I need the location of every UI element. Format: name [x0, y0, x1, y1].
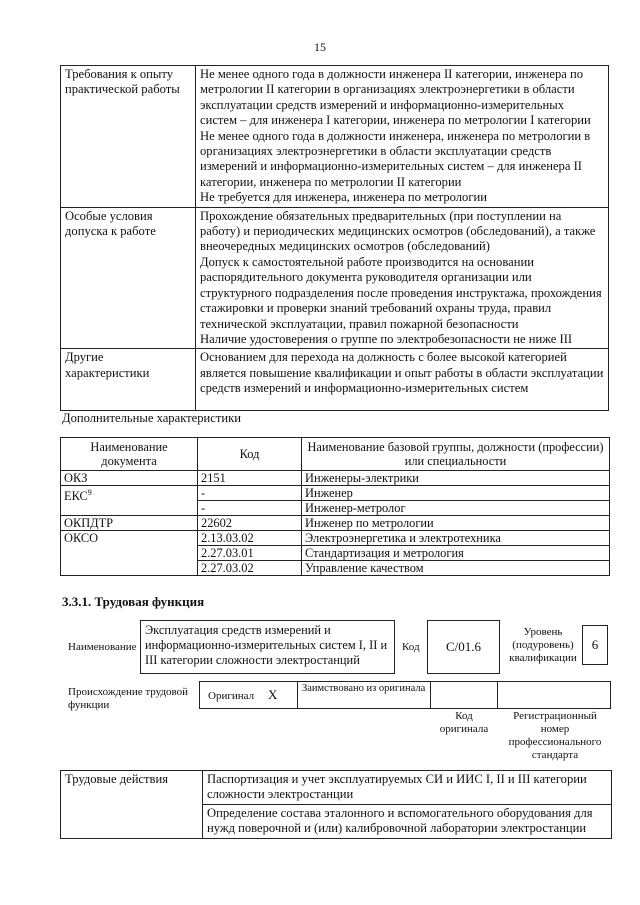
cell-code: 2.27.03.01 [198, 546, 302, 561]
header-document: Наименование документа [61, 438, 198, 471]
labor-actions-label: Трудовые действия [61, 771, 203, 839]
table-row [61, 771, 612, 805]
cell-name: Стандартизация и метрология [302, 546, 610, 561]
table-row [61, 207, 609, 349]
cell-doc: ЕКС$^9$ [61, 486, 198, 516]
header-code: Код [198, 438, 302, 471]
header-name: Наименование базовой группы, должности (профессии) или специальности [302, 438, 610, 471]
row-label: Особые условия допуска к работе [61, 207, 196, 349]
cell-doc: ОКЗ [61, 471, 198, 486]
footnote-mark: 9 [87, 488, 92, 497]
code-label: Код [402, 641, 420, 653]
page-number: 15 [314, 40, 326, 54]
cell-code: 2.13.03.02 [198, 531, 302, 546]
function-name-box: Эксплуатация средств измерений и информационно-измерительных систем I, II и III категории сложности электростанций [140, 620, 395, 674]
additional-table [60, 437, 610, 576]
origin-label: Происхождение трудовой функции [68, 686, 189, 711]
labor-actions-table [60, 770, 612, 839]
cell-name: Инженер [302, 486, 610, 501]
level-value-box: 6 [582, 625, 608, 665]
requirements-table [60, 65, 609, 411]
table-row [61, 349, 609, 411]
cell-name: Инженер-метролог [302, 501, 610, 516]
original-cell [199, 681, 298, 709]
row-content: Прохождение обязательных предварительных (при поступлении на работу) и периодических медицинских осмотров (обследований), а также внеочередных медицинских осмотров (обследований) Допуск к самостоятельной работе производится на основании распорядительного документа руководителя организации или структурного подразделения после проведения инструктажа, прохождения стажировки и проверки знаний требований охраны труда, правил технической эксплуатации, правил пожарной безопасности Наличие удостоверения о группе по электробезопасности не ниже III [196, 207, 609, 349]
labor-action-item: Определение состава эталонного и вспомогательного оборудования для нужд поверочной и (или) калибровочной лаборатории электростанции [203, 804, 612, 838]
labor-action-item: Паспортизация и учет эксплуатируемых СИ и ИИС I, II и III категории сложности электростанции [203, 771, 612, 805]
cell-code: 2.27.03.02 [198, 561, 302, 576]
cell-code: - [198, 486, 302, 501]
cell-doc: ОКСО [61, 531, 198, 576]
row-content: Не менее одного года в должности инженера II категории, инженера по метрологии II категории в организациях электроэнергетики в области эксплуатации средств измерений и информационно-измерительных систем – для инженера I категории, инженера по метрологии I категории Не менее одного года в должности инженера, инженера по метрологии в организациях электроэнергетики в области эксплуатации средств измерений и информационно-измерительных систем – для инженера II категории, инженера по метрологии II категории Не требуется для инженера, инженера по метрологии [196, 66, 609, 208]
function-code-box: C/01.6 [427, 620, 500, 674]
table-header-row [61, 438, 610, 471]
code-caption: Код оригинала [439, 710, 489, 735]
row-label: Другие характеристики [61, 349, 196, 411]
level-label: Уровень (подуровень) квалификации [509, 626, 577, 664]
reg-number-cell [497, 681, 611, 709]
additional-title: Дополнительные характеристики [62, 411, 241, 425]
section-title: 3.3.1. Трудовая функция [62, 594, 205, 609]
table-row [61, 66, 609, 208]
reg-caption: Регистрационный номер профессионального стандарта [508, 710, 602, 761]
table-row [61, 471, 610, 486]
original-label: Оригинал [208, 690, 255, 702]
original-mark: X [268, 687, 278, 702]
borrowed-cell: Заимствовано из оригинала [297, 681, 431, 709]
cell-name: Инженеры-электрики [302, 471, 610, 486]
table-row [61, 516, 610, 531]
cell-code: - [198, 501, 302, 516]
table-row [61, 531, 610, 546]
origin-code-cell [430, 681, 498, 709]
row-label: Требования к опыту практической работы [61, 66, 196, 208]
cell-code: 22602 [198, 516, 302, 531]
cell-code: 2151 [198, 471, 302, 486]
row-content: Основанием для перехода на должность с более высокой категорией является повышение квалификации и опыт работы в области эксплуатации средств измерений и информационно-измерительных систем [196, 349, 609, 411]
table-row [61, 486, 610, 501]
cell-doc: ОКПДТР [61, 516, 198, 531]
cell-name: Управление качеством [302, 561, 610, 576]
name-label: Наименование [68, 641, 137, 653]
cell-name: Инженер по метрологии [302, 516, 610, 531]
cell-name: Электроэнергетика и электротехника [302, 531, 610, 546]
